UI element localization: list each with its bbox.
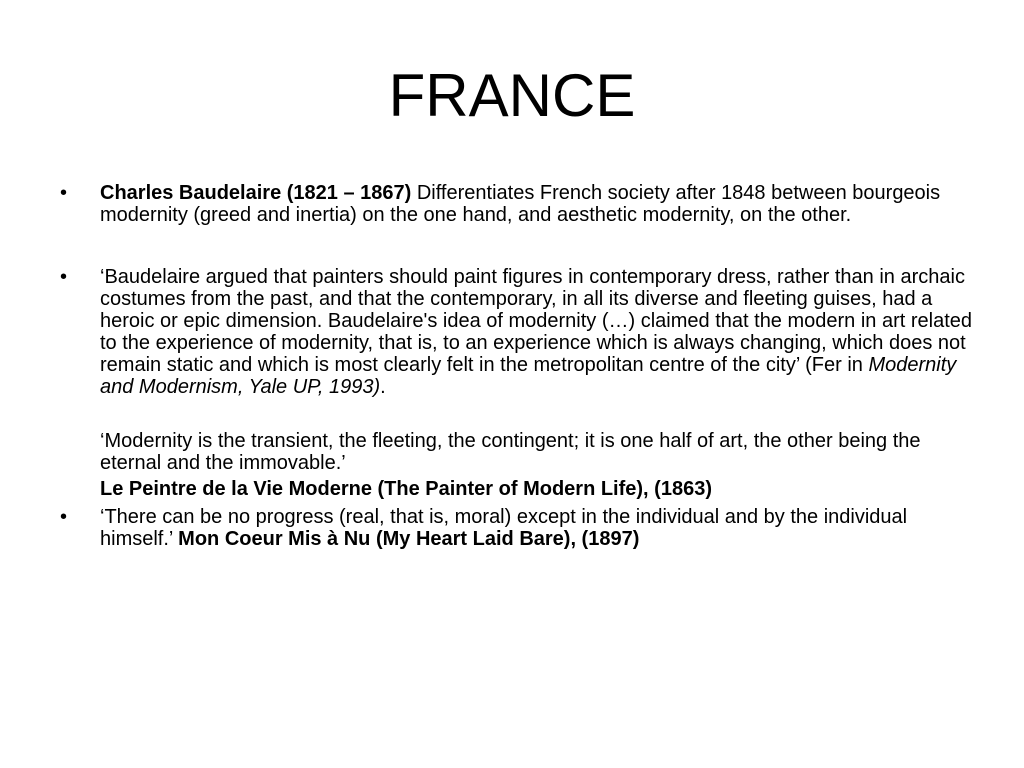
bullet-item-progress [60, 506, 980, 550]
modernity-quote-source: Le Peintre de la Vie Moderne (The Painter of Modern Life), (1863) [100, 478, 712, 500]
slide-content [60, 182, 980, 550]
progress-quote-source: Mon Coeur Mis à Nu (My Heart Laid Bare), (1897) [178, 528, 640, 550]
item-text [100, 506, 907, 550]
item-text [100, 182, 940, 226]
bullet-marker: • [60, 266, 68, 288]
citation-end: . [380, 376, 386, 398]
progress-quote: ‘There can be no progress (real, that is, moral) except in the individual and by the individual himself.’ [100, 506, 908, 550]
item-text [100, 266, 972, 398]
bullet-marker: • [60, 506, 68, 528]
painters-quote: ‘Baudelaire argued that painters should paint figures in contemporary dress, rather than in archaic costumes from the past, and that the contemporary, in all its diverse and fleeting guises, had a heroic or epic dimension. Baudelaire's idea of modernity (…) claimed that the modern in art related to the experience of modernity, that is, to an experience which is always changing, which does not remain static and which is most clearly felt in the metropolitan centre of the city’ (Fer in [100, 266, 973, 376]
citation-source: Modernity and Modernism, Yale UP, 1993) [100, 354, 957, 398]
bullet-item-painters [60, 266, 980, 398]
baudelaire-description: Differentiates French society after 1848 between bourgeois modernity (greed and inertia) on the one hand, and aesthetic modernity, on the other. [100, 182, 941, 226]
bullet-marker: • [60, 182, 68, 204]
modernity-quote: ‘Modernity is the transient, the fleeting, the contingent; it is one half of art, the other being the eternal and the immovable.’ [100, 430, 921, 474]
bullet-item-baudelaire [60, 182, 980, 226]
slide-title: FRANCE [388, 62, 636, 129]
baudelaire-name: Charles Baudelaire (1821 – 1867) [100, 182, 412, 204]
modernity-quote-block [60, 430, 980, 500]
